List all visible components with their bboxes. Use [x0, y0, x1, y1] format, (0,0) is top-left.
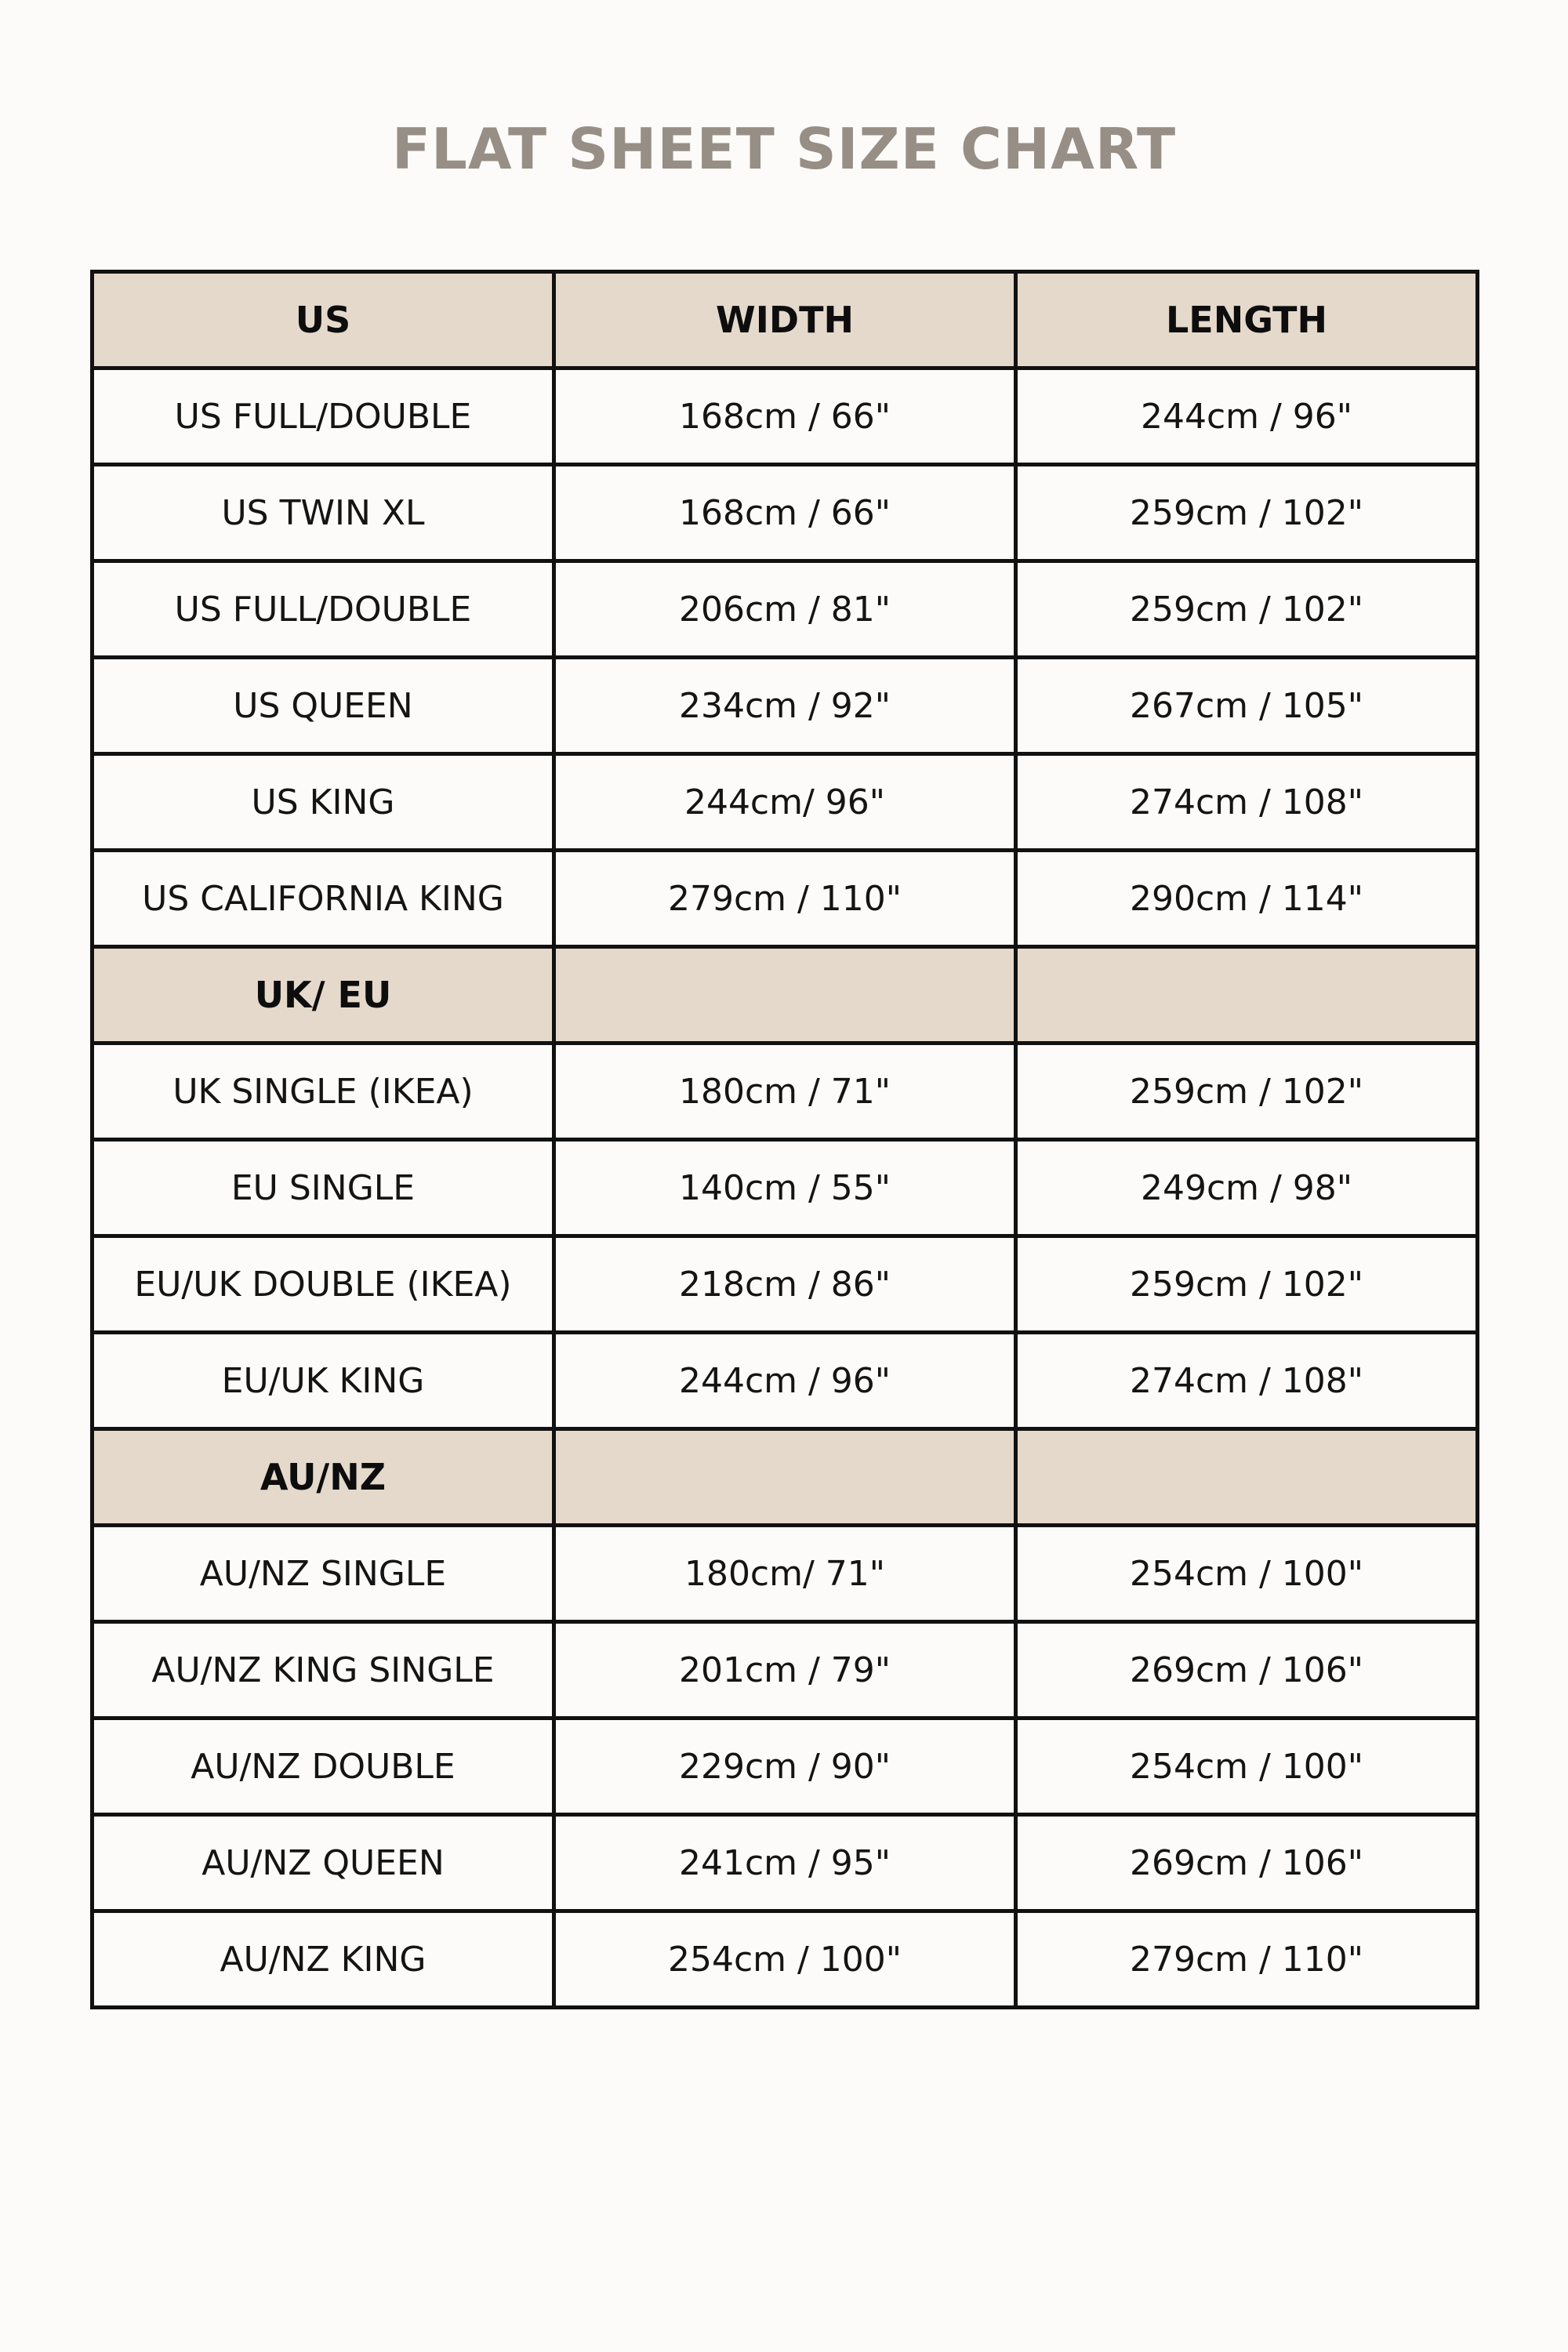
length-cell: 259cm / 102"	[1016, 465, 1478, 561]
size-chart-table	[90, 270, 1479, 2009]
column-header-length: LENGTH	[1016, 272, 1478, 368]
table-row	[93, 1911, 1478, 2008]
table-row	[93, 1236, 1478, 1333]
size-name-cell: US KING	[93, 754, 554, 851]
table-row	[93, 1044, 1478, 1140]
table-header-row	[93, 272, 1478, 368]
length-cell: 259cm / 102"	[1016, 1044, 1478, 1140]
section-header-empty	[1016, 1429, 1478, 1526]
section-header-label: UK/ EU	[93, 947, 554, 1044]
size-name-cell: AU/NZ DOUBLE	[93, 1719, 554, 1815]
length-cell: 274cm / 108"	[1016, 754, 1478, 851]
length-cell: 269cm / 106"	[1016, 1815, 1478, 1911]
size-name-cell: AU/NZ KING SINGLE	[93, 1622, 554, 1719]
section-header-empty	[554, 1429, 1016, 1526]
length-cell: 244cm / 96"	[1016, 368, 1478, 465]
size-name-cell: AU/NZ SINGLE	[93, 1526, 554, 1622]
table-row	[93, 1815, 1478, 1911]
table-row	[93, 1140, 1478, 1236]
size-name-cell: US TWIN XL	[93, 465, 554, 561]
table-row	[93, 465, 1478, 561]
size-name-cell: UK SINGLE (IKEA)	[93, 1044, 554, 1140]
length-cell: 254cm / 100"	[1016, 1719, 1478, 1815]
width-cell: 168cm / 66"	[554, 368, 1016, 465]
length-cell: 290cm / 114"	[1016, 851, 1478, 947]
size-name-cell: US QUEEN	[93, 658, 554, 754]
size-name-cell: AU/NZ KING	[93, 1911, 554, 2008]
width-cell: 244cm/ 96"	[554, 754, 1016, 851]
table-row	[93, 851, 1478, 947]
width-cell: 206cm / 81"	[554, 561, 1016, 658]
column-header-us: US	[93, 272, 554, 368]
table-row	[93, 1526, 1478, 1622]
width-cell: 201cm / 79"	[554, 1622, 1016, 1719]
width-cell: 244cm / 96"	[554, 1333, 1016, 1429]
column-header-width: WIDTH	[554, 272, 1016, 368]
size-name-cell: US CALIFORNIA KING	[93, 851, 554, 947]
page-title: FLAT SHEET SIZE CHART	[391, 116, 1177, 182]
table-row	[93, 754, 1478, 851]
width-cell: 180cm / 71"	[554, 1044, 1016, 1140]
width-cell: 180cm/ 71"	[554, 1526, 1016, 1622]
width-cell: 140cm / 55"	[554, 1140, 1016, 1236]
table-row	[93, 561, 1478, 658]
size-name-cell: EU/UK DOUBLE (IKEA)	[93, 1236, 554, 1333]
width-cell: 168cm / 66"	[554, 465, 1016, 561]
length-cell: 259cm / 102"	[1016, 1236, 1478, 1333]
size-name-cell: US FULL/DOUBLE	[93, 561, 554, 658]
width-cell: 229cm / 90"	[554, 1719, 1016, 1815]
width-cell: 234cm / 92"	[554, 658, 1016, 754]
length-cell: 259cm / 102"	[1016, 561, 1478, 658]
length-cell: 269cm / 106"	[1016, 1622, 1478, 1719]
length-cell: 274cm / 108"	[1016, 1333, 1478, 1429]
section-header-row-au-nz	[93, 1429, 1478, 1526]
table-row	[93, 368, 1478, 465]
size-name-cell: EU SINGLE	[93, 1140, 554, 1236]
section-header-empty	[554, 947, 1016, 1044]
size-name-cell: EU/UK KING	[93, 1333, 554, 1429]
size-name-cell: AU/NZ QUEEN	[93, 1815, 554, 1911]
table-row	[93, 1333, 1478, 1429]
width-cell: 218cm / 86"	[554, 1236, 1016, 1333]
section-header-row-uk-eu	[93, 947, 1478, 1044]
length-cell: 267cm / 105"	[1016, 658, 1478, 754]
width-cell: 254cm / 100"	[554, 1911, 1016, 2008]
section-header-empty	[1016, 947, 1478, 1044]
length-cell: 249cm / 98"	[1016, 1140, 1478, 1236]
width-cell: 279cm / 110"	[554, 851, 1016, 947]
table-row	[93, 658, 1478, 754]
table-row	[93, 1719, 1478, 1815]
length-cell: 279cm / 110"	[1016, 1911, 1478, 2008]
section-header-label: AU/NZ	[93, 1429, 554, 1526]
table-row	[93, 1622, 1478, 1719]
length-cell: 254cm / 100"	[1016, 1526, 1478, 1622]
width-cell: 241cm / 95"	[554, 1815, 1016, 1911]
size-name-cell: US FULL/DOUBLE	[93, 368, 554, 465]
